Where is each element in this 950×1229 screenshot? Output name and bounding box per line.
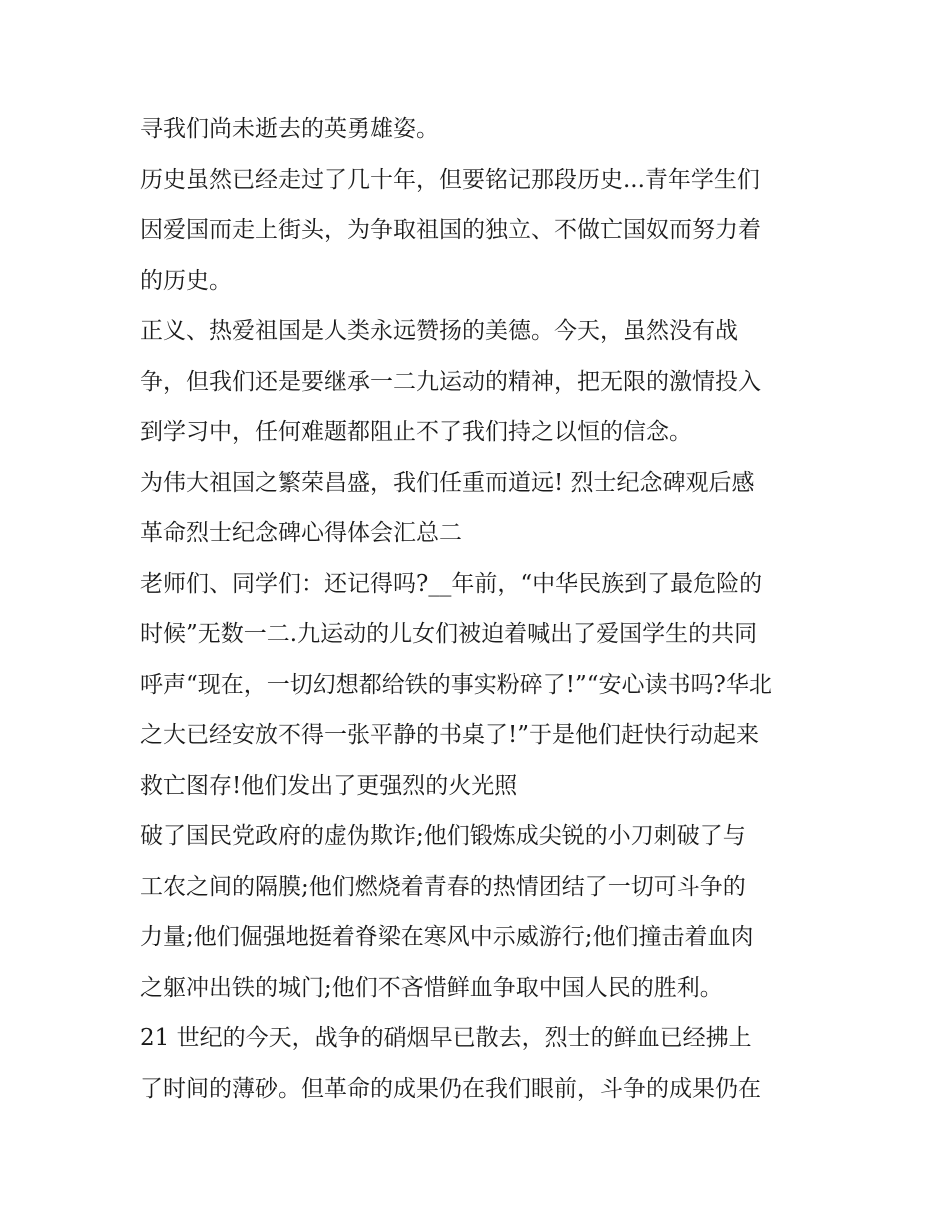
text-line: 了时间的薄砂。但革命的成果仍在我们眼前，斗争的成果仍在 xyxy=(140,1075,761,1102)
text-line: 力量;他们倔强地挺着脊梁在寒风中示威游行;他们撞击着血肉 xyxy=(140,924,754,950)
text-line: 工农之间的隔膜;他们燃烧着青春的热情团结了一切可斗争的 xyxy=(140,873,746,900)
text-line: 之躯冲出铁的城门;他们不吝惜鲜血争取中国人民的胜利。 xyxy=(140,974,723,1001)
text-line: 破了国民党政府的虚伪欺诈;他们锻炼成尖锐的小刀刺破了与 xyxy=(140,823,746,849)
text-line: 之大已经安放不得一张平静的书桌了!”于是他们赶快行动起来 xyxy=(140,722,760,748)
text-line: 历史虽然已经走过了几十年，但要铭记那段历史...青年学生们 xyxy=(140,166,760,193)
text-line: 呼声“现在，一切幻想都给铁的事实粉碎了!”“安心读书吗?华北 xyxy=(140,671,772,698)
text-line: 因爱国而走上街头，为争取祖国的独立、不做亡国奴而努力着 xyxy=(140,217,761,243)
text-line: 为伟大祖国之繁荣昌盛，我们任重而道远! 烈士纪念碑观后感 xyxy=(140,469,755,496)
text-line: 正义、热爱祖国是人类永远赞扬的美德。今天，虽然没有战 xyxy=(140,318,738,344)
section-heading: 革命烈士纪念碑心得体会汇总二 xyxy=(140,520,462,546)
text-line: 救亡图存!他们发出了更强烈的火光照 xyxy=(140,772,518,799)
text-line: 21 世纪的今天，战争的硝烟早已散去，烈士的鲜血已经拂上 xyxy=(140,1025,752,1051)
text-line: 争，但我们还是要继承一二九运动的精神，把无限的激情投入 xyxy=(140,368,761,395)
text-line: 时候”无数一二.九运动的儿女们被迫着喊出了爱国学生的共同 xyxy=(140,621,758,647)
text-line: 寻我们尚未逝去的英勇雄姿。 xyxy=(140,116,439,142)
document-body xyxy=(140,104,830,1114)
text-line: 到学习中，任何难题都阻止不了我们持之以恒的信念。 xyxy=(140,419,692,445)
text-line: 的历史。 xyxy=(140,267,232,294)
text-line: 老师们、同学们：还记得吗?__年前，“中华民族到了最危险的 xyxy=(140,570,763,597)
